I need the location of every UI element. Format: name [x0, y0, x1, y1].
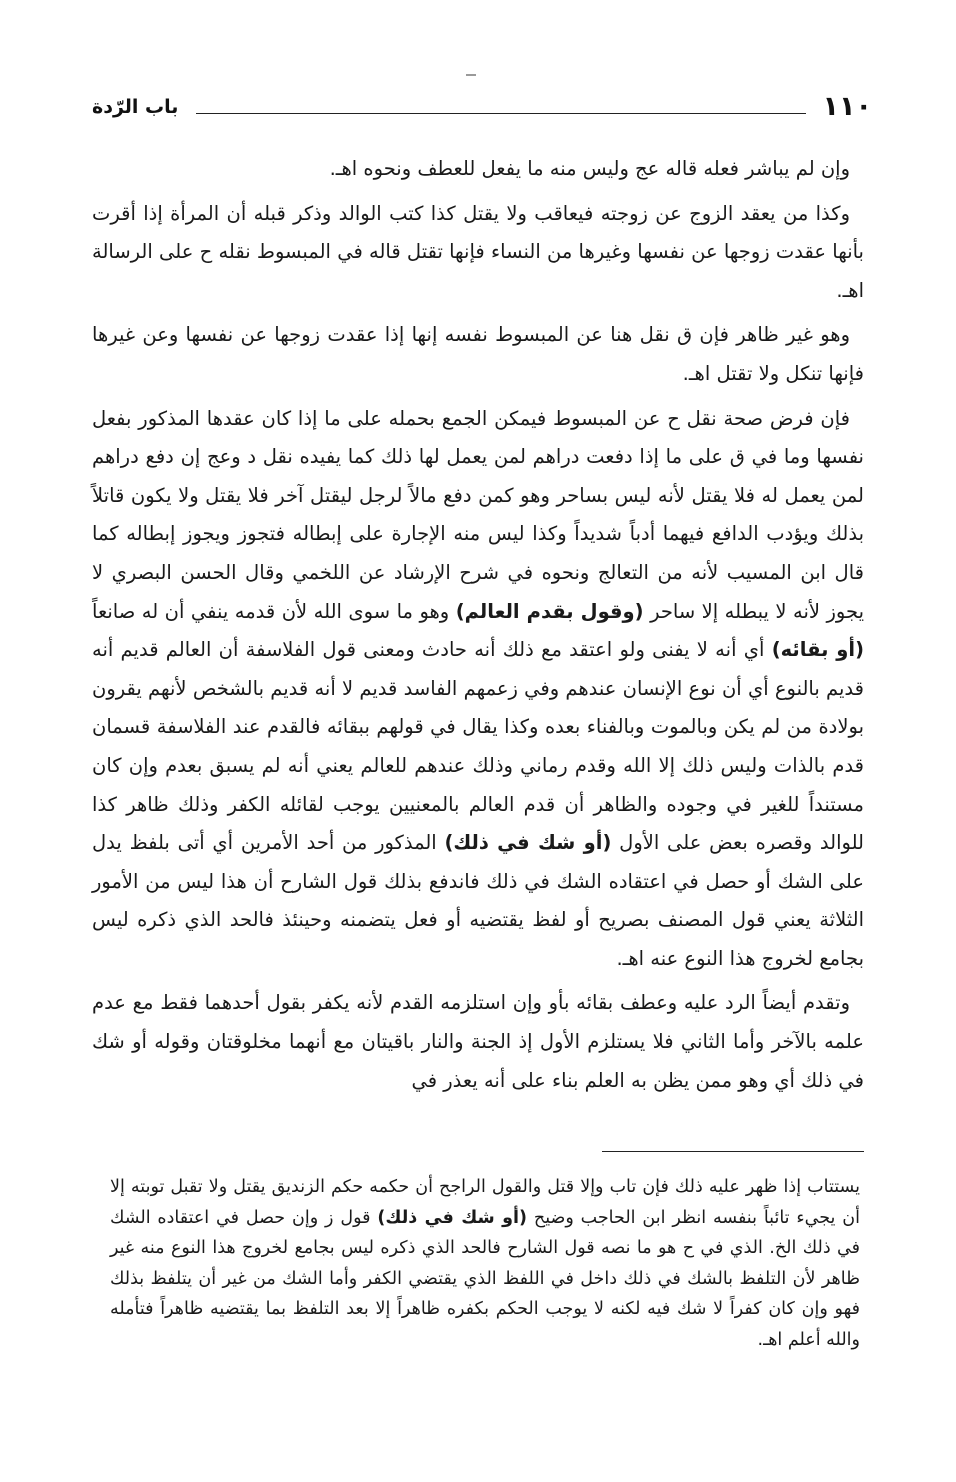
paragraph-4-text-d: المذكور من أحد الأمرين أي أتى بلفظ يدل على الشك أو حصل في اعتقاده الشك في ذلك فاندفع بذلك قول الشارح أن هذا ليس من الأمور الثلاثة يعني قول المصنف بصريح أو لفظ يقتضيه أو فعل يتضمنه وحينئذ فالحد الذي ذكره ليس بجامع لخروج هذا النوع عنه اهـ. — [92, 831, 864, 970]
page-header — [92, 90, 872, 130]
paragraph-3: وهو غير ظاهر فإن ق نقل هنا عن المبسوط نفسه إنها إذا عقدت زوجها عن نفسها وعن غيرها فإنها تنكل ولا تقتل اهـ. — [92, 323, 864, 385]
paragraph-2: وكذا من يعقد الزوج عن زوجته فيعاقب ولا يقتل كذا كتب الوالد وذكر قبله أن المرأة إذا أقرت بأنها عقدت زوجها عن نفسها وغيرها من النساء فإنها تقتل قاله في المبسوط نقله ح على الرسالة اهـ. — [92, 201, 864, 302]
matn-quote-doubt: (أو شك في ذلك) — [444, 831, 612, 855]
matn-quote-permanence: (أو بقائه) — [771, 638, 864, 662]
chapter-title: باب الرّدة — [92, 96, 179, 118]
paragraph-4-text-b: وهو ما سوى الله لأن قدمه ينفي أن له صانعاً — [92, 599, 456, 623]
paragraph-4-text-c: أي أنه لا يفنى ولو اعتقد مع ذلك أنه حادث ومعنى قول الفلاسفة أن العالم قديم أنه قديم بالنوع أي أن نوع الإنسان عندهم وفي زعمهم الفاسد قديم لا أنه قديم بالشخص لأنهم يقرون بولادة من لم يكن وبالموت وبالفناء بعده وكذا يقال في قولهم ببقائه فالقدم عند الفلاسفة قسمان قدم بالذات وليس ذلك إلا الله وقدم رماني وذلك عندهم للعالم يعني أنه لم يسبق بعدم وإن كان مستنداً للغير في وجوده والظاهر أن قدم العالم بالمعنيين يوجب لقائله الكفر وذلك ظاهر كذا للوالد وقصره بعض على الأول — [92, 638, 864, 855]
footnote — [110, 1172, 860, 1356]
paragraph-1: وإن لم يباشر فعله قاله عج وليس منه ما يفعل للعطف ونحوه اهـ. — [329, 157, 850, 180]
footnote-text-b: قول ز وإن حصل في اعتقاده الشك في ذلك الخ. الذي في ح هو ما نصه قول الشارح فالحد الذي ذكره ليس بجامع لخروج هذا النوع منه غير ظاهر لأن التلفظ بالشك في ذلك داخل في اللفظ الذي يقتضي الكفر وأما الشك من غير أن يتلفظ بذلك فهو وإن كان كفراً لا شك فيه لكنه لا يوجب الحكم بكفره ظاهراً إلا بعد التلفظ بما يقتضيه ظاهراً فتأمله والله أعلم اهـ. — [110, 1207, 860, 1350]
scan-mark — [466, 74, 476, 76]
header-rule — [196, 113, 806, 114]
paragraph-4 — [92, 400, 864, 979]
footnote-paragraph — [110, 1172, 860, 1356]
footnote-text-a: يستتاب إذا ظهر عليه ذلك فإن تاب وإلا قتل والقول الراجح أن حكمه حكم الزنديق يقتل ولا تقبل توبته إلا أن يجيء تائباً بنفسه انظر ابن الحاجب وضيح — [110, 1177, 860, 1228]
matn-quote-eternity: (وقول بقدم العالم) — [455, 599, 644, 623]
footnote-matn-quote: (أو شك في ذلك) — [377, 1207, 528, 1228]
paragraph-5: وتقدم أيضاً الرد عليه وعطف بقائه بأو وإن استلزمه القدم لأنه يكفر بقول أحدهما فقط مع عدم علمه بالآخر وأما الثاني فلا يستلزم الأول إذ الجنة والنار باقيتان مع أنهما مخلوقتان وقوله أو شك في ذلك أي وهو ممن يظن به العلم بناء على أنه يعذر في — [92, 991, 864, 1092]
footnote-rule — [602, 1151, 864, 1152]
page-number: ١١٠ — [822, 91, 872, 122]
paragraph-4-text-a: فإن فرض صحة نقل ح عن المبسوط فيمكن الجمع بحمله على ما إذا كان عقدها المذكور بفعل نفسها وما في ق على ما إذا دفعت دراهم لمن يعمل لها ذلك كما يفيده نقل د وعج إن دفع دراهم لمن يعمل له فلا يقتل لأنه ليس بساحر وهو كمن دفع مالاً لرجل ليقتل آخر فلا يقتل ولا يكون قاتلاً بذلك ويؤدب الدافع فيهما أدباً شديداً وكذا ليس منه الإجارة على إبطاله فتجوز ويجوز إبطاله كما قال ابن المسيب لأنه من التعالج ونحوه في شرح الإرشاد عن اللخمي وقال الحسن البصري لا يجوز لأنه لا يبطله إلا ساحر — [92, 406, 864, 623]
main-text — [92, 150, 864, 1106]
